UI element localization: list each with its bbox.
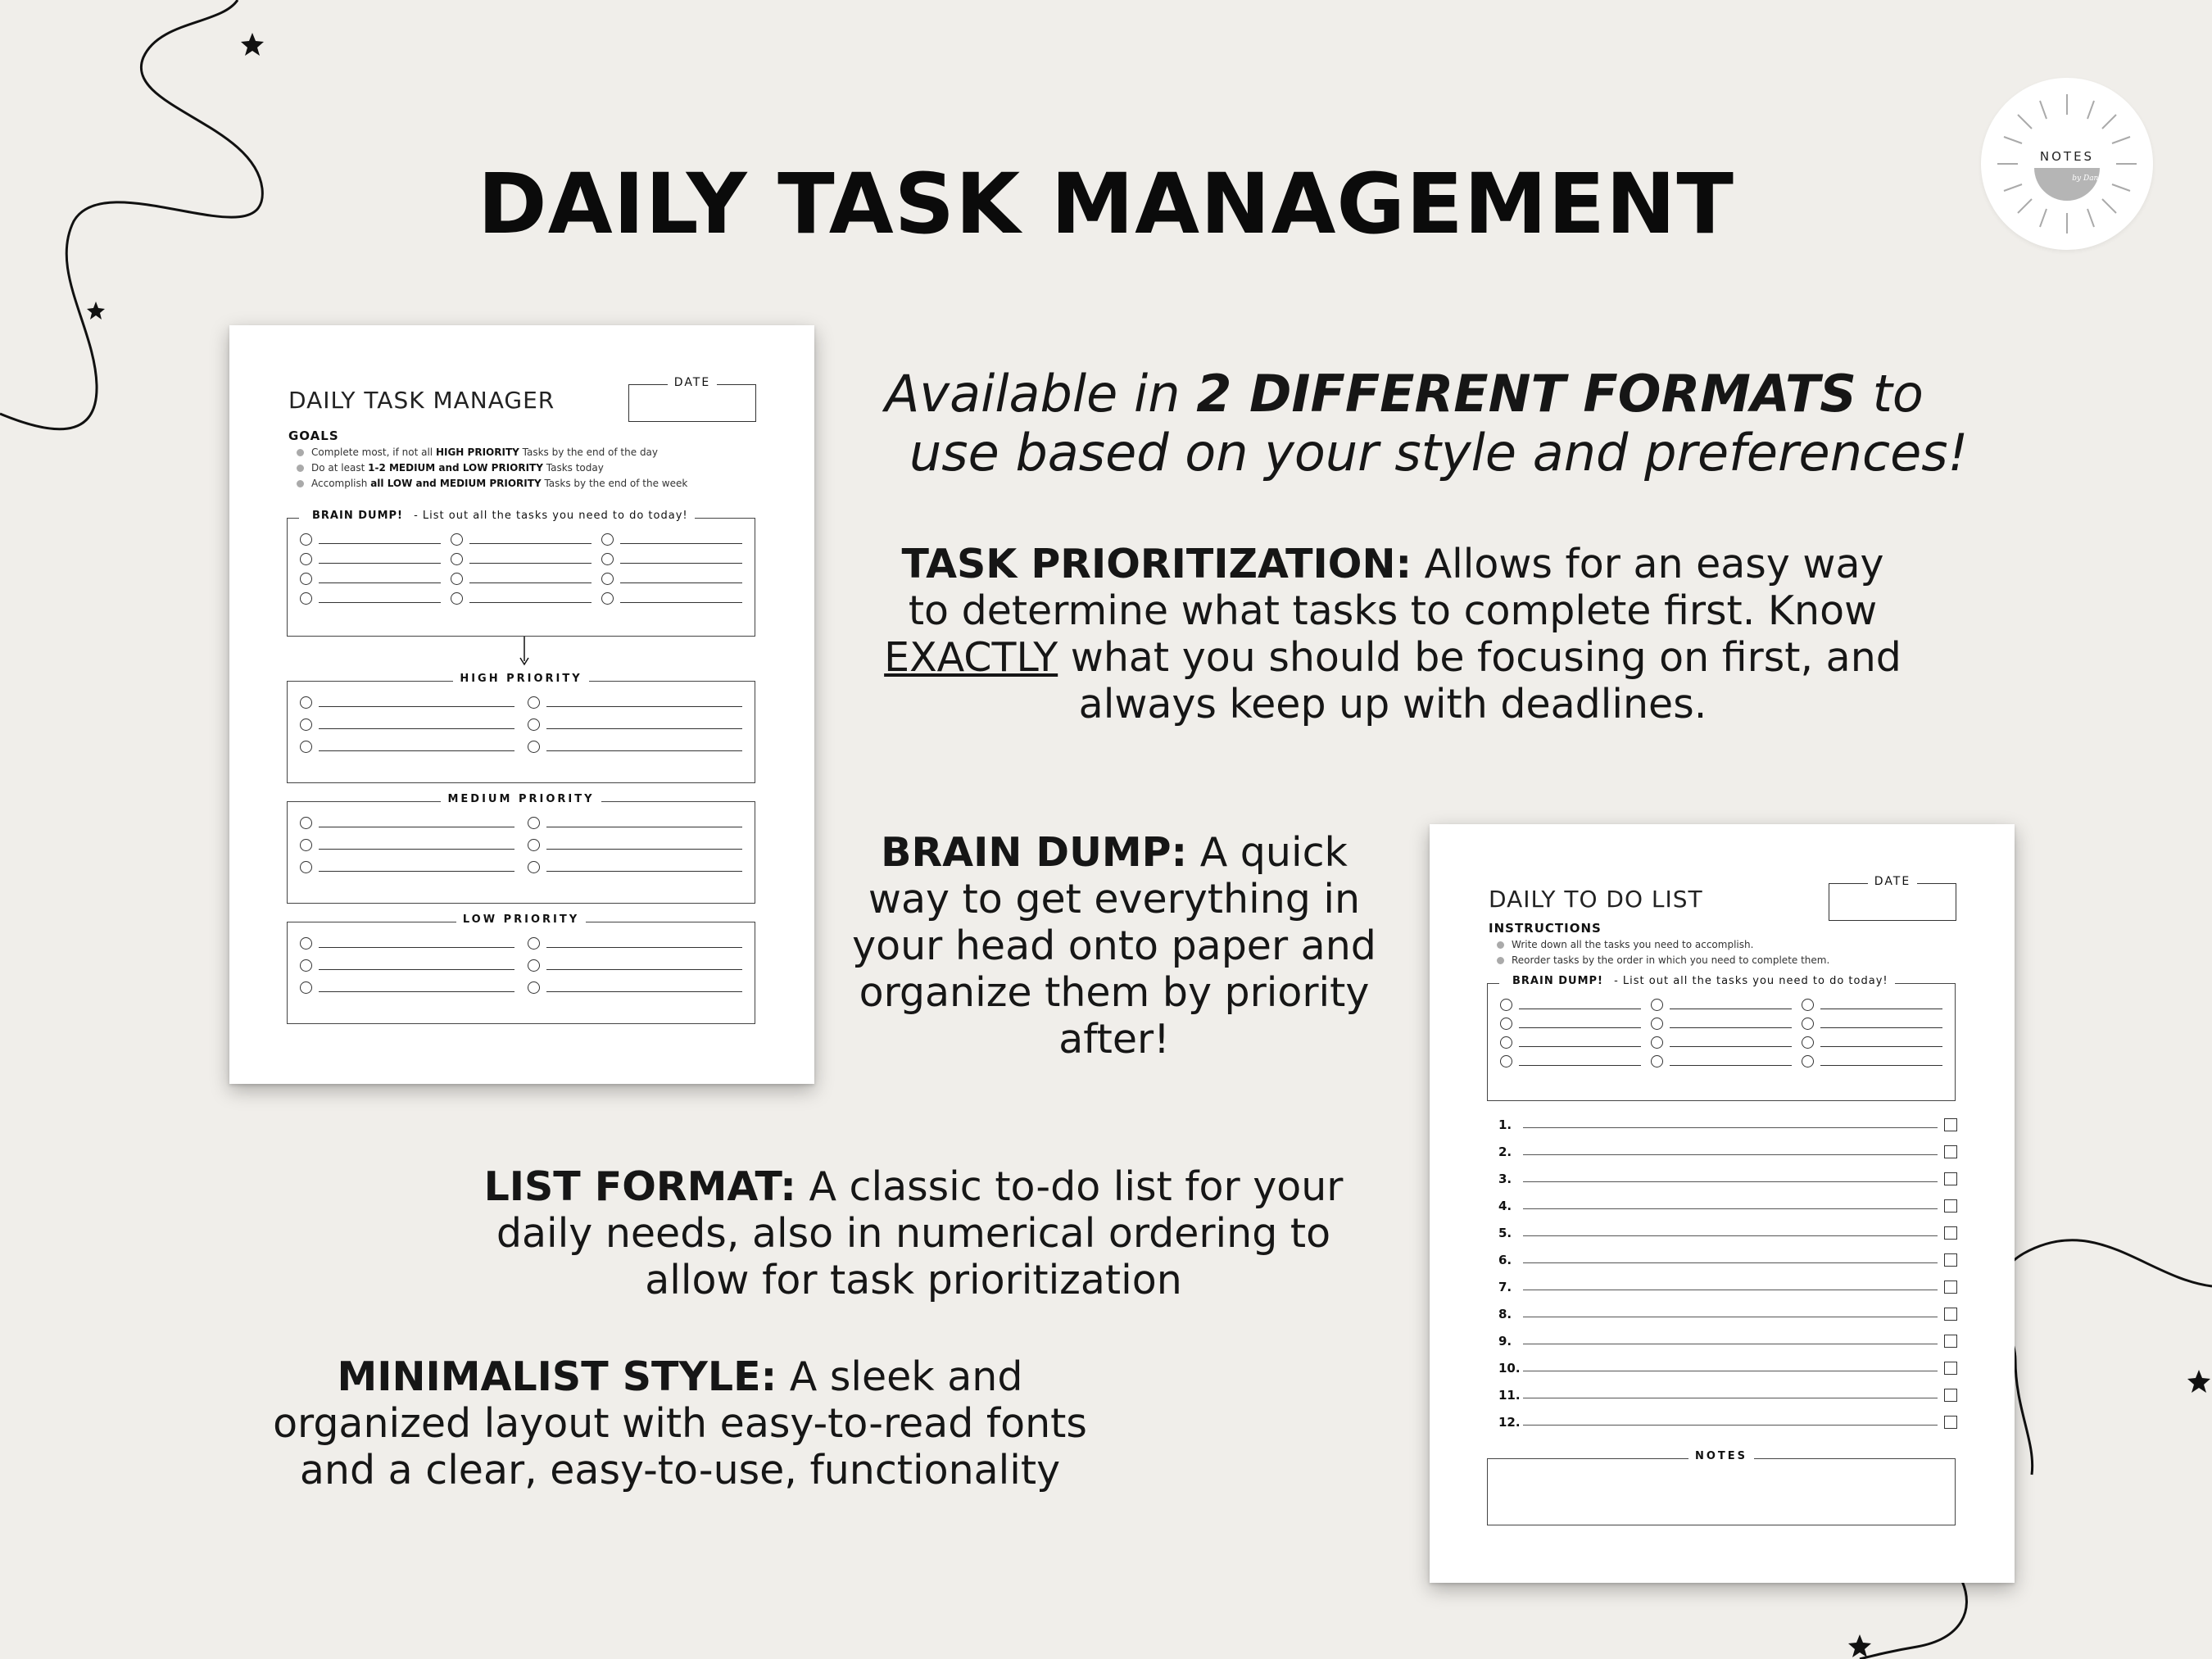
- task-line: [300, 817, 514, 829]
- square-checkbox-icon: [1944, 1226, 1957, 1240]
- list-item: [1498, 1408, 1957, 1435]
- goals-heading: GOALS: [288, 428, 339, 443]
- task-line: [300, 861, 514, 873]
- star-icon: [87, 301, 105, 320]
- list-item-number: 9.: [1498, 1333, 1512, 1349]
- circle-checkbox-icon: [1802, 1036, 1814, 1049]
- task-line: [528, 861, 742, 873]
- logo-text: NOTES: [2039, 149, 2095, 164]
- circle-checkbox-icon: [528, 959, 540, 972]
- low-priority-box: LOW PRIORITY: [287, 922, 755, 1024]
- circle-checkbox-icon: [1802, 999, 1814, 1011]
- arrow-down-icon: [518, 635, 531, 668]
- square-checkbox-icon: [1944, 1335, 1957, 1348]
- star-icon: [1848, 1634, 1871, 1657]
- task-line: [601, 553, 742, 565]
- circle-checkbox-icon: [300, 696, 312, 709]
- list-item-number: 10.: [1498, 1360, 1521, 1376]
- circle-checkbox-icon: [300, 959, 312, 972]
- list-item: [1498, 1138, 1957, 1165]
- list-item: [1498, 1273, 1957, 1300]
- task-line: [1802, 999, 1942, 1011]
- circle-checkbox-icon: [528, 696, 540, 709]
- task-line: [300, 718, 514, 731]
- task-line: [1500, 999, 1641, 1011]
- circle-checkbox-icon: [528, 937, 540, 950]
- swirl-line-bottom: [1860, 1581, 1966, 1659]
- task-line: [1500, 1055, 1641, 1067]
- list-item-number: 1.: [1498, 1117, 1512, 1132]
- task-line: [300, 937, 514, 950]
- square-checkbox-icon: [1944, 1416, 1957, 1429]
- task-line: [528, 718, 742, 731]
- circle-checkbox-icon: [451, 533, 463, 546]
- circle-checkbox-icon: [300, 573, 312, 585]
- sheet-title: DAILY TO DO LIST: [1489, 886, 1703, 913]
- circle-checkbox-icon: [528, 981, 540, 994]
- brain-dump-box: BRAIN DUMP! - List out all the tasks you need to do today!: [1487, 983, 1956, 1101]
- prioritization-text: TASK PRIORITIZATION: Allows for an easy way to determine what tasks to complete first. Know EXACTLY what you should be focusing on first, and always keep up with deadlines.: [884, 541, 1902, 728]
- circle-checkbox-icon: [1651, 1036, 1663, 1049]
- brain-dump-text: BRAIN DUMP: A quick way to get everything in your head onto paper and organize them by priority after!: [852, 829, 1376, 1063]
- instructions-heading: INSTRUCTIONS: [1489, 921, 1602, 936]
- circle-checkbox-icon: [528, 839, 540, 851]
- circle-checkbox-icon: [1500, 999, 1512, 1011]
- list-item-number: 8.: [1498, 1306, 1512, 1321]
- formats-text: Available in 2 DIFFERENT FORMATS to use based on your style and preferences!: [885, 364, 1969, 483]
- list-item: [1498, 1246, 1957, 1273]
- circle-checkbox-icon: [1500, 1036, 1512, 1049]
- circle-checkbox-icon: [601, 592, 614, 605]
- high-priority-box: HIGH PRIORITY: [287, 681, 755, 783]
- to-do-list-sheet: [1430, 824, 2015, 1583]
- square-checkbox-icon: [1944, 1199, 1957, 1213]
- task-line: [451, 573, 592, 585]
- numbered-list: [1498, 1111, 1957, 1435]
- notes-box: NOTES: [1487, 1458, 1956, 1525]
- task-line: [1651, 1018, 1792, 1030]
- task-line: [300, 592, 441, 605]
- date-label: DATE: [668, 376, 717, 389]
- circle-checkbox-icon: [300, 533, 312, 546]
- list-item: [1498, 1111, 1957, 1138]
- task-line: [300, 696, 514, 709]
- square-checkbox-icon: [1944, 1253, 1957, 1267]
- list-item: [1498, 1327, 1957, 1354]
- task-line: [300, 741, 514, 753]
- page-title: DAILY TASK MANAGEMENT: [478, 156, 1734, 253]
- medium-priority-box: MEDIUM PRIORITY: [287, 801, 755, 904]
- list-item-number: 2.: [1498, 1144, 1512, 1159]
- task-line: [528, 959, 742, 972]
- circle-checkbox-icon: [1651, 1018, 1663, 1030]
- circle-checkbox-icon: [451, 592, 463, 605]
- instruction-item: Reorder tasks by the order in which you need to complete them.: [1497, 954, 1829, 966]
- logo-subtext: by Dana: [2072, 175, 2103, 183]
- circle-checkbox-icon: [1500, 1018, 1512, 1030]
- circle-checkbox-icon: [300, 817, 312, 829]
- task-line: [528, 937, 742, 950]
- circle-checkbox-icon: [528, 741, 540, 753]
- task-line: [451, 592, 592, 605]
- circle-checkbox-icon: [300, 718, 312, 731]
- square-checkbox-icon: [1944, 1308, 1957, 1321]
- circle-checkbox-icon: [601, 553, 614, 565]
- square-checkbox-icon: [1944, 1281, 1957, 1294]
- square-checkbox-icon: [1944, 1389, 1957, 1402]
- list-item: [1498, 1219, 1957, 1246]
- task-line: [601, 533, 742, 546]
- task-line: [601, 573, 742, 585]
- task-line: [1651, 1055, 1792, 1067]
- circle-checkbox-icon: [300, 592, 312, 605]
- task-manager-sheet: [229, 325, 814, 1084]
- task-line: [300, 533, 441, 546]
- task-line: [528, 696, 742, 709]
- star-icon: [241, 33, 264, 56]
- task-line: [1651, 999, 1792, 1011]
- circle-checkbox-icon: [528, 718, 540, 731]
- swirl-line-bottom-right: [1999, 1240, 2212, 1475]
- goal-item: Complete most, if not all HIGH PRIORITY Tasks by the end of the day: [297, 446, 658, 458]
- circle-checkbox-icon: [300, 741, 312, 753]
- list-item: [1498, 1381, 1957, 1408]
- circle-checkbox-icon: [300, 937, 312, 950]
- task-line: [1500, 1036, 1641, 1049]
- circle-checkbox-icon: [451, 553, 463, 565]
- task-line: [451, 533, 592, 546]
- instruction-item: Write down all the tasks you need to accomplish.: [1497, 939, 1753, 950]
- list-item-number: 12.: [1498, 1414, 1521, 1430]
- list-item: [1498, 1300, 1957, 1327]
- list-item: [1498, 1354, 1957, 1381]
- task-line: [1500, 1018, 1641, 1030]
- task-line: [300, 553, 441, 565]
- circle-checkbox-icon: [300, 981, 312, 994]
- circle-checkbox-icon: [451, 573, 463, 585]
- list-format-text: LIST FORMAT: A classic to-do list for your daily needs, also in numerical ordering to allow for task prioritization: [483, 1163, 1344, 1303]
- circle-checkbox-icon: [300, 553, 312, 565]
- list-item-number: 11.: [1498, 1387, 1521, 1403]
- circle-checkbox-icon: [300, 839, 312, 851]
- square-checkbox-icon: [1944, 1118, 1957, 1131]
- list-item: [1498, 1192, 1957, 1219]
- brain-dump-box: BRAIN DUMP! - List out all the tasks you need to do today!: [287, 518, 755, 637]
- list-item-number: 3.: [1498, 1171, 1512, 1186]
- circle-checkbox-icon: [1651, 999, 1663, 1011]
- circle-checkbox-icon: [601, 573, 614, 585]
- task-line: [1651, 1036, 1792, 1049]
- task-line: [528, 839, 742, 851]
- minimalist-style-text: MINIMALIST STYLE: A sleek and organized layout with easy-to-read fonts and a clear, easy-to-use, functionality: [273, 1353, 1087, 1494]
- square-checkbox-icon: [1944, 1172, 1957, 1185]
- task-line: [451, 553, 592, 565]
- task-line: [1802, 1055, 1942, 1067]
- task-line: [300, 573, 441, 585]
- task-line: [1802, 1018, 1942, 1030]
- list-item: [1498, 1165, 1957, 1192]
- circle-checkbox-icon: [528, 861, 540, 873]
- task-line: [528, 817, 742, 829]
- square-checkbox-icon: [1944, 1145, 1957, 1158]
- list-item-number: 5.: [1498, 1225, 1512, 1240]
- list-item-number: 7.: [1498, 1279, 1512, 1294]
- goal-item: Do at least 1-2 MEDIUM and LOW PRIORITY Tasks today: [297, 462, 604, 474]
- task-line: [528, 741, 742, 753]
- task-line: [300, 959, 514, 972]
- circle-checkbox-icon: [601, 533, 614, 546]
- star-icon: [2187, 1370, 2210, 1393]
- list-item-number: 6.: [1498, 1252, 1512, 1267]
- circle-checkbox-icon: [300, 861, 312, 873]
- circle-checkbox-icon: [528, 817, 540, 829]
- task-line: [300, 839, 514, 851]
- date-box: [1829, 875, 1956, 921]
- circle-checkbox-icon: [1802, 1018, 1814, 1030]
- goal-item: Accomplish all LOW and MEDIUM PRIORITY Tasks by the end of the week: [297, 478, 687, 489]
- date-label: DATE: [1868, 875, 1917, 888]
- task-line: [300, 981, 514, 994]
- date-box: [628, 376, 756, 422]
- circle-checkbox-icon: [1500, 1055, 1512, 1067]
- list-item-number: 4.: [1498, 1198, 1512, 1213]
- task-line: [528, 981, 742, 994]
- square-checkbox-icon: [1944, 1362, 1957, 1375]
- task-line: [1802, 1036, 1942, 1049]
- circle-checkbox-icon: [1651, 1055, 1663, 1067]
- task-line: [601, 592, 742, 605]
- circle-checkbox-icon: [1802, 1055, 1814, 1067]
- sheet-title: DAILY TASK MANAGER: [288, 387, 555, 414]
